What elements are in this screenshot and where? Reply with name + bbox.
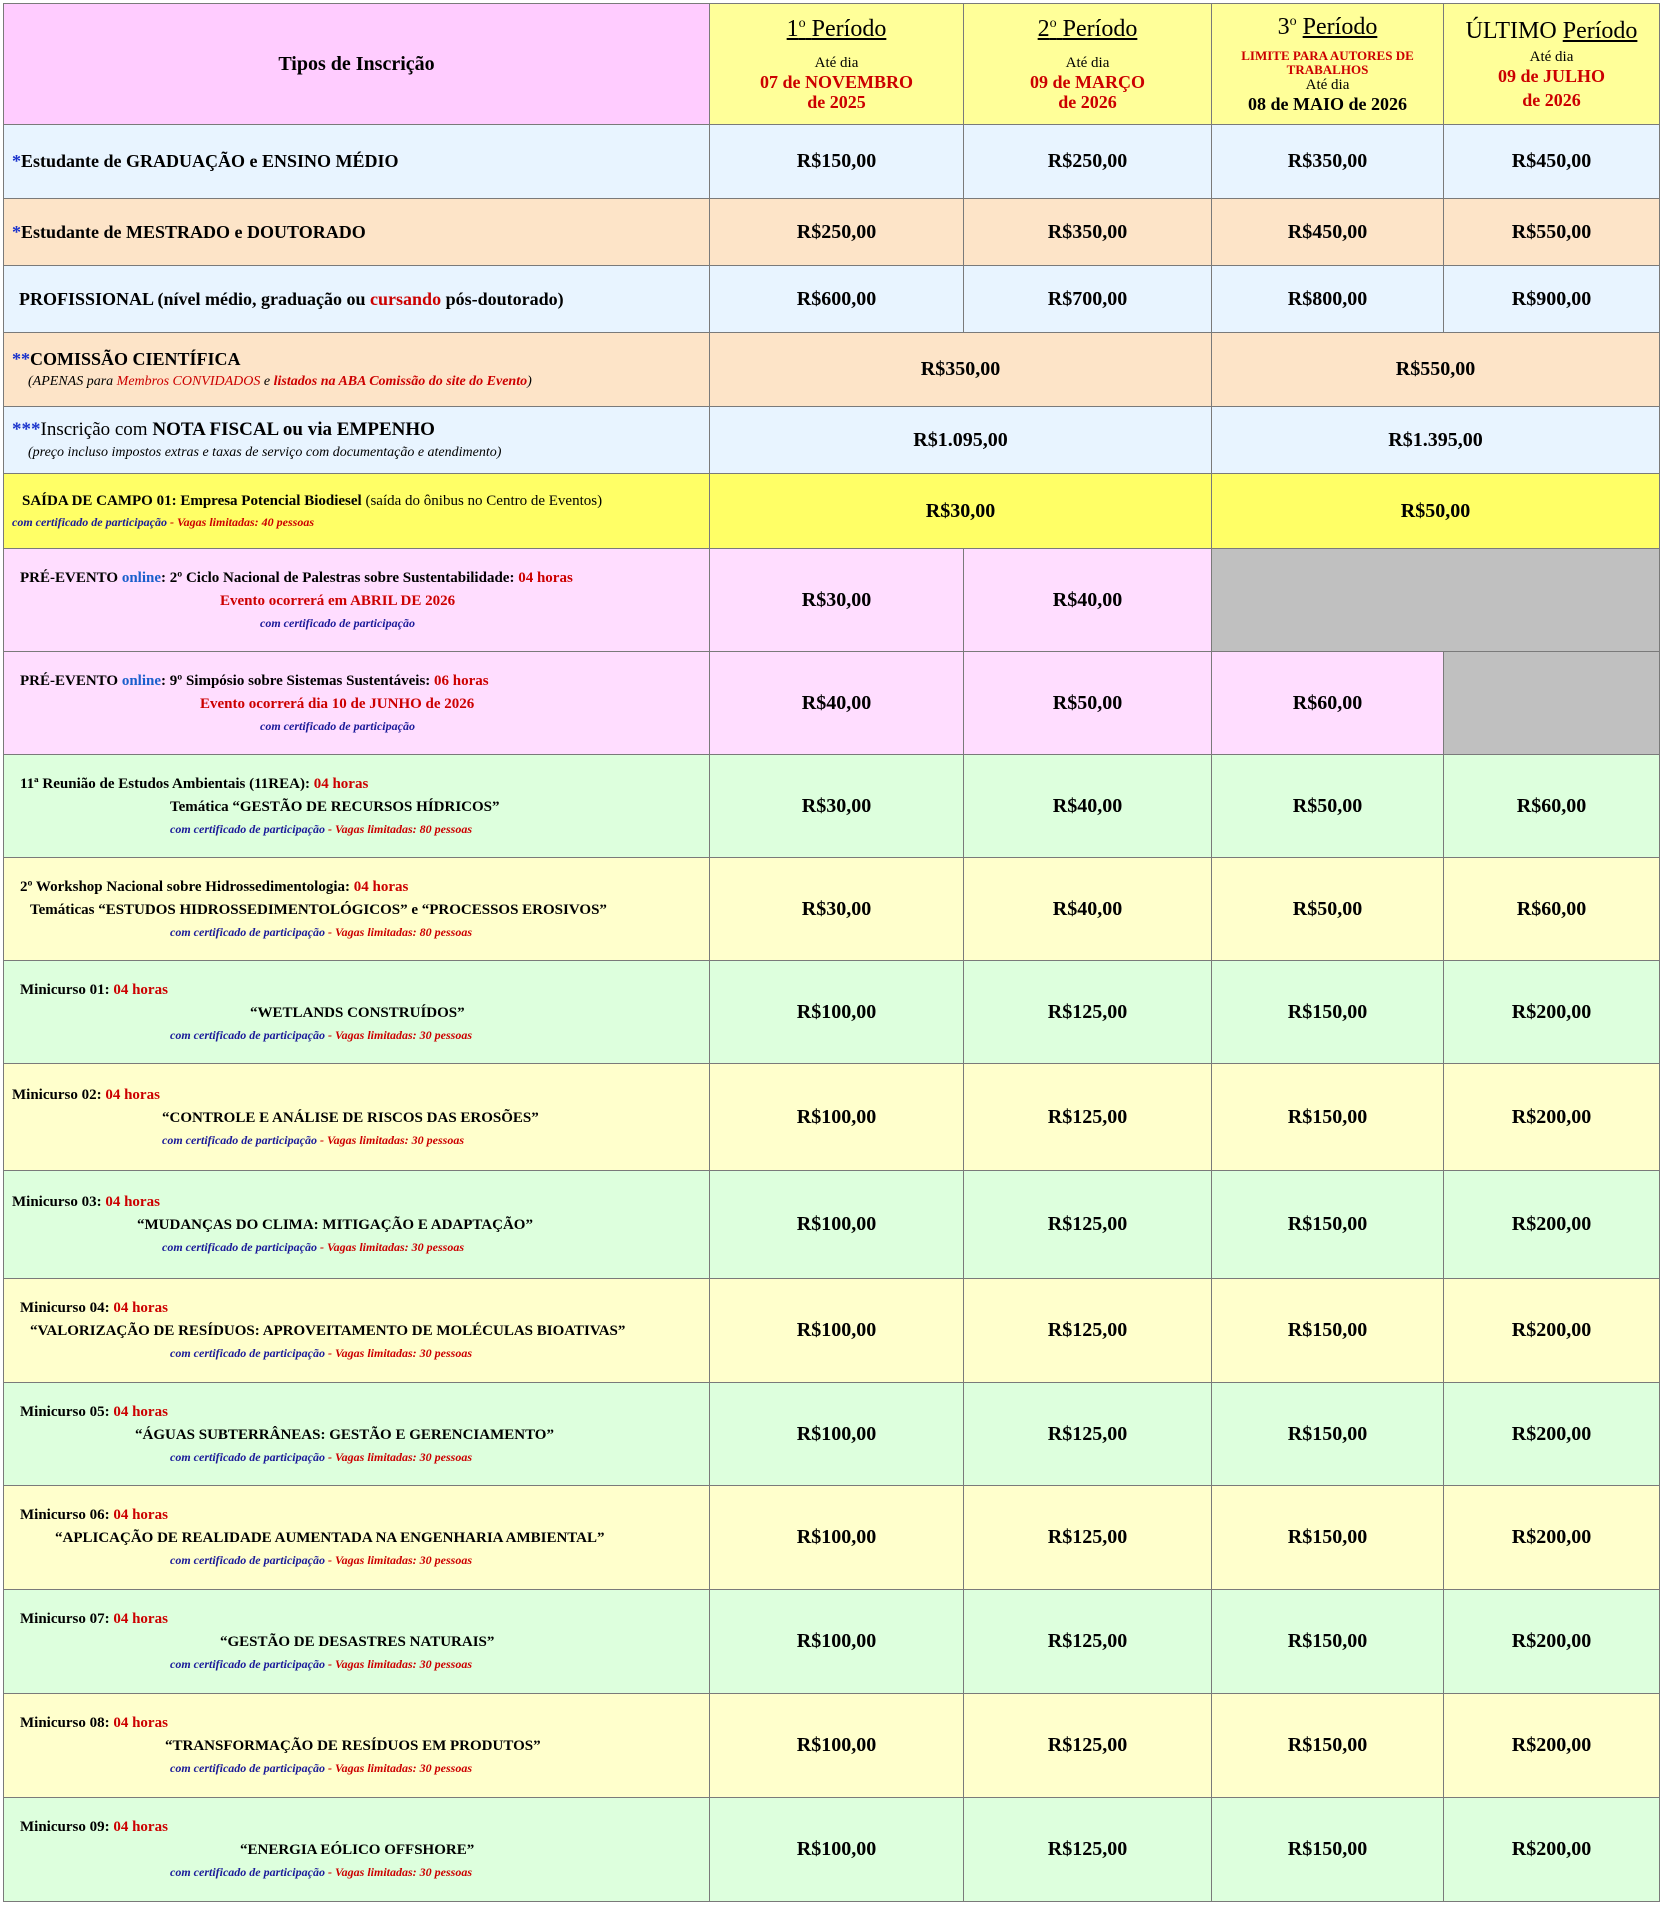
price-cell: R$100,00 <box>710 1694 964 1798</box>
price-cell: R$150,00 <box>710 125 964 199</box>
period-3-header <box>1212 4 1444 125</box>
price-cell: R$125,00 <box>964 1279 1212 1383</box>
period-3-date: 08 de MAIO de 2026 <box>1248 94 1407 115</box>
price-cell: R$350,00 <box>964 199 1212 266</box>
price-cell: R$40,00 <box>964 755 1212 858</box>
row-mestrado <box>4 199 1660 266</box>
row-nota-fiscal <box>4 407 1660 474</box>
price-cell: R$100,00 <box>710 1279 964 1383</box>
price-cell: R$50,00 <box>1212 858 1444 961</box>
row-minicurso-label: Minicurso 01: 04 horas “WETLANDS CONSTRUÍDOS” com certificado de participação - Vagas limitadas: 30 pessoas <box>4 961 710 1064</box>
row-saida-campo-label: SAÍDA DE CAMPO 01: Empresa Potencial Biodiesel (saída do ônibus no Centro de Eventos) com certificado de participação - Vagas limitadas: 40 pessoas <box>4 474 710 549</box>
price-cell: R$50,00 <box>1212 474 1660 549</box>
period-3-limite: LIMITE PARA AUTORES DE TRABALHOS <box>1241 47 1414 77</box>
period-1-ate: Até dia <box>814 54 859 71</box>
price-cell: R$100,00 <box>710 1486 964 1590</box>
row-minicurso-01 <box>4 961 1660 1064</box>
price-cell: R$125,00 <box>964 1486 1212 1590</box>
price-cell: R$100,00 <box>710 1171 964 1279</box>
price-cell: R$60,00 <box>1444 858 1660 961</box>
period-4-ate: Até dia <box>1529 48 1574 65</box>
price-cell: R$100,00 <box>710 1064 964 1171</box>
row-minicurso-02 <box>4 1064 1660 1171</box>
price-cell: R$125,00 <box>964 1694 1212 1798</box>
row-nota-fiscal-note: (preço incluso impostos extras e taxas de serviço com documentação e atendimento) <box>28 445 502 460</box>
price-cell: R$200,00 <box>1444 1694 1660 1798</box>
period-1-header <box>710 4 964 125</box>
price-cell: R$350,00 <box>710 333 1212 407</box>
header-label: Tipos de Inscrição <box>4 4 710 125</box>
row-minicurso-label: Minicurso 07: 04 horas “GESTÃO DE DESASTRES NATURAIS” com certificado de participação - Vagas limitadas: 30 pessoas <box>4 1590 710 1694</box>
price-cell: R$900,00 <box>1444 266 1660 333</box>
row-minicurso-label: Minicurso 06: 04 horas “APLICAÇÃO DE REALIDADE AUMENTADA NA ENGENHARIA AMBIENTAL” com certificado de participação - Vagas limitadas: 30 pessoas <box>4 1486 710 1590</box>
price-cell: R$30,00 <box>710 755 964 858</box>
price-cell: R$40,00 <box>964 549 1212 652</box>
row-minicurso-label: Minicurso 09: 04 horas “ENERGIA EÓLICO OFFSHORE” com certificado de participação - Vagas limitadas: 30 pessoas <box>4 1798 710 1902</box>
price-cell: R$200,00 <box>1444 961 1660 1064</box>
not-available-cell <box>1212 549 1660 652</box>
row-pre-evento-2-label: PRÉ-EVENTO online: 9º Simpósio sobre Sistemas Sustentáveis: 06 horas Evento ocorrerá dia 10 de JUNHO de 2026 com certificado de participação <box>4 652 710 755</box>
price-cell: R$40,00 <box>964 858 1212 961</box>
price-table-sheet <box>3 3 1660 1902</box>
price-cell: R$150,00 <box>1212 1383 1444 1486</box>
price-cell: R$100,00 <box>710 1798 964 1902</box>
price-cell: R$250,00 <box>964 125 1212 199</box>
price-cell: R$150,00 <box>1212 1486 1444 1590</box>
row-minicurso-04 <box>4 1279 1660 1383</box>
price-cell: R$250,00 <box>710 199 964 266</box>
price-cell: R$150,00 <box>1212 1279 1444 1383</box>
period-4-header <box>1444 4 1660 125</box>
price-cell: R$200,00 <box>1444 1383 1660 1486</box>
row-nota-fiscal-label: ***Inscrição com NOTA FISCAL ou via EMPENHO (preço incluso impostos extras e taxas de serviço com documentação e atendimento) <box>4 407 710 474</box>
row-profissional-label: PROFISSIONAL (nível médio, graduação ou cursando pós-doutorado) <box>4 266 710 333</box>
price-cell: R$100,00 <box>710 1590 964 1694</box>
period-2-header <box>964 4 1212 125</box>
period-1-title: 1$^o$ Período <box>786 16 887 42</box>
price-cell: R$150,00 <box>1212 1064 1444 1171</box>
row-profissional <box>4 266 1660 333</box>
row-minicurso-06 <box>4 1486 1660 1590</box>
row-comissao-label: **COMISSÃO CIENTÍFICA (APENAS para Membros CONVIDADOS e listados na ABA Comissão do site do Evento) <box>4 333 710 407</box>
row-minicurso-label: Minicurso 03: 04 horas “MUDANÇAS DO CLIMA: MITIGAÇÃO E ADAPTAÇÃO” com certificado de participação - Vagas limitadas: 30 pessoas <box>4 1171 710 1279</box>
period-4-year: de 2026 <box>1522 89 1581 110</box>
price-cell: R$1.395,00 <box>1212 407 1660 474</box>
price-cell: R$50,00 <box>1212 755 1444 858</box>
price-cell: R$150,00 <box>1212 961 1444 1064</box>
period-2-year: de 2026 <box>1058 91 1117 112</box>
row-minicurso-label: Minicurso 05: 04 horas “ÁGUAS SUBTERRÂNEAS: GESTÃO E GERENCIAMENTO” com certificado de participação - Vagas limitadas: 30 pessoas <box>4 1383 710 1486</box>
price-cell: R$150,00 <box>1212 1171 1444 1279</box>
price-cell: R$30,00 <box>710 549 964 652</box>
row-pre-evento-2 <box>4 652 1660 755</box>
price-cell: R$125,00 <box>964 961 1212 1064</box>
price-cell: R$200,00 <box>1444 1279 1660 1383</box>
row-11rea-label: 11ª Reunião de Estudos Ambientais (11REA): 04 horas Temática “GESTÃO DE RECURSOS HÍDRICOS” com certificado de participação - Vagas limitadas: 80 pessoas <box>4 755 710 858</box>
row-minicurso-03 <box>4 1171 1660 1279</box>
price-cell: R$40,00 <box>710 652 964 755</box>
not-available-cell <box>1444 652 1660 755</box>
row-mestrado-label: *Estudante de MESTRADO e DOUTORADO <box>4 199 710 266</box>
price-cell: R$100,00 <box>710 1383 964 1486</box>
price-cell: R$125,00 <box>964 1383 1212 1486</box>
period-4-title: ÚLTIMO Período <box>1465 18 1638 44</box>
row-pre-evento-1-label: PRÉ-EVENTO online: 2º Ciclo Nacional de Palestras sobre Sustentabilidade: 04 horas Evento ocorrerá em ABRIL DE 2026 com certificado de participação <box>4 549 710 652</box>
period-3-title: 3$^o$ Período <box>1277 13 1378 40</box>
price-cell: R$30,00 <box>710 858 964 961</box>
minicursos-body <box>4 961 1660 1902</box>
row-minicurso-label: Minicurso 02: 04 horas “CONTROLE E ANÁLISE DE RISCOS DAS EROSÕES” com certificado de participação - Vagas limitadas: 30 pessoas <box>4 1064 710 1171</box>
price-cell: R$125,00 <box>964 1590 1212 1694</box>
row-minicurso-07 <box>4 1590 1660 1694</box>
price-cell: R$350,00 <box>1212 125 1444 199</box>
price-cell: R$150,00 <box>1212 1798 1444 1902</box>
row-minicurso-label: Minicurso 04: 04 horas “VALORIZAÇÃO DE RESÍDUOS: APROVEITAMENTO DE MOLÉCULAS BIOATIVAS” com certificado de participação - Vagas limitadas: 30 pessoas <box>4 1279 710 1383</box>
price-cell: R$150,00 <box>1212 1590 1444 1694</box>
price-table <box>3 3 1660 1902</box>
price-cell: R$60,00 <box>1212 652 1444 755</box>
price-cell: R$100,00 <box>710 961 964 1064</box>
row-graduacao <box>4 125 1660 199</box>
row-pre-evento-1 <box>4 549 1660 652</box>
period-2-date: 09 de MARÇO <box>1030 71 1145 92</box>
price-cell: R$800,00 <box>1212 266 1444 333</box>
price-cell: R$150,00 <box>1212 1694 1444 1798</box>
row-workshop-label: 2º Workshop Nacional sobre Hidrossedimentologia: 04 horas Temáticas “ESTUDOS HIDROSSEDIMENTOLÓGICOS” e “PROCESSOS EROSIVOS” com certificado de participação - Vagas limitadas: 80 pessoas <box>4 858 710 961</box>
period-3-ate: Até dia <box>1305 77 1350 94</box>
price-cell: R$125,00 <box>964 1064 1212 1171</box>
price-cell: R$200,00 <box>1444 1486 1660 1590</box>
row-minicurso-label: Minicurso 08: 04 horas “TRANSFORMAÇÃO DE RESÍDUOS EM PRODUTOS” com certificado de participação - Vagas limitadas: 30 pessoas <box>4 1694 710 1798</box>
price-cell: R$700,00 <box>964 266 1212 333</box>
row-saida-campo <box>4 474 1660 549</box>
row-minicurso-05 <box>4 1383 1660 1486</box>
row-graduacao-label: *Estudante de GRADUAÇÃO e ENSINO MÉDIO <box>4 125 710 199</box>
period-2-title: 2$^o$ Período <box>1037 16 1138 42</box>
price-cell: R$450,00 <box>1212 199 1444 266</box>
price-cell: R$30,00 <box>710 474 1212 549</box>
price-cell: R$200,00 <box>1444 1590 1660 1694</box>
price-cell: R$450,00 <box>1444 125 1660 199</box>
price-cell: R$200,00 <box>1444 1171 1660 1279</box>
period-1-year: de 2025 <box>807 91 866 112</box>
price-cell: R$60,00 <box>1444 755 1660 858</box>
period-4-date: 09 de JULHO <box>1497 65 1605 86</box>
price-cell: R$1.095,00 <box>710 407 1212 474</box>
row-minicurso-09 <box>4 1798 1660 1902</box>
price-cell: R$125,00 <box>964 1171 1212 1279</box>
price-cell: R$200,00 <box>1444 1798 1660 1902</box>
header-row <box>4 4 1660 125</box>
price-cell: R$550,00 <box>1212 333 1660 407</box>
price-cell: R$200,00 <box>1444 1064 1660 1171</box>
row-workshop <box>4 858 1660 961</box>
period-2-ate: Até dia <box>1065 54 1110 71</box>
row-11rea <box>4 755 1660 858</box>
row-comissao-note: (APENAS para Membros CONVIDADOS e listados na ABA Comissão do site do Evento) <box>28 374 532 389</box>
period-1-date: 07 de NOVEMBRO <box>760 71 913 92</box>
price-cell: R$125,00 <box>964 1798 1212 1902</box>
row-comissao <box>4 333 1660 407</box>
row-minicurso-08 <box>4 1694 1660 1798</box>
price-cell: R$550,00 <box>1444 199 1660 266</box>
price-cell: R$600,00 <box>710 266 964 333</box>
price-cell: R$50,00 <box>964 652 1212 755</box>
